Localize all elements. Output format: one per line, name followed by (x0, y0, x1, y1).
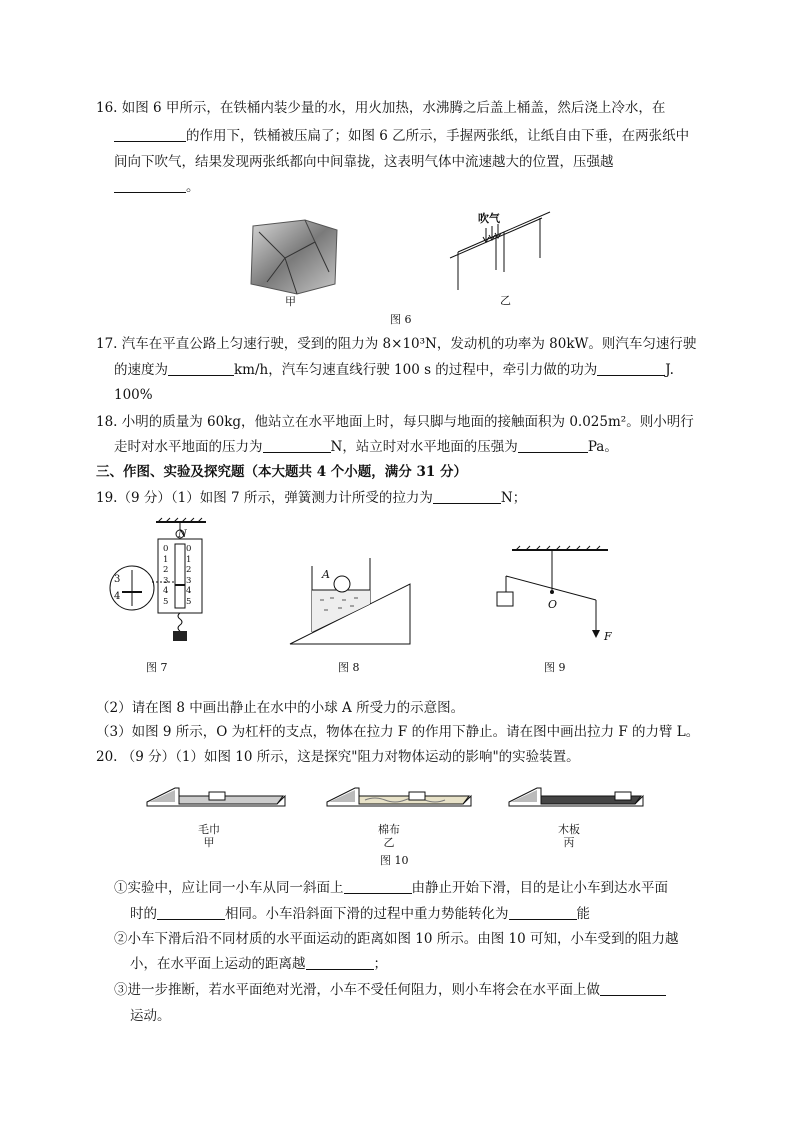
q19-line1 (96, 489, 526, 507)
ball-label: A (322, 568, 330, 581)
q20-s1-e: 能 (576, 906, 590, 922)
q18-line2 (114, 438, 618, 456)
scale-unit: N (178, 529, 187, 540)
scale-tick-left-0: 0 (163, 544, 169, 554)
section-heading: 三、作图、实验及探究题（本大题共 4 个小题，满分 31 分） (96, 464, 467, 480)
answer-blank[interactable] (114, 127, 186, 142)
scale-tick-left-4: 4 (163, 586, 169, 596)
fig6-caption: 图 6 (390, 313, 412, 326)
scale-tick-left-2: 2 (163, 565, 169, 575)
q16-line4 (114, 178, 200, 196)
scale-tick-left-1: 1 (163, 554, 169, 565)
answer-blank[interactable] (600, 981, 666, 996)
q17-line2-a: 的速度为 (114, 362, 168, 378)
answer-blank[interactable] (306, 955, 374, 970)
q20-s1-c: 时的 (130, 906, 157, 922)
q16-line3: 间向下吹气，结果发现两张纸都向中间靠拢，这表明气体中流速越大的位置，压强越 (114, 154, 614, 170)
q20-s3-a: ③进一步推断，若水平面绝对光滑，小车不受任何阻力，则小车将会在水平面上做 (114, 982, 600, 998)
answer-blank[interactable] (344, 879, 412, 894)
q19-part3: （3）如图 9 所示，O 为杠杆的支点，物体在拉力 F 的作用下静止。请在图中画出拉力 F 的力臂 L。 (96, 724, 700, 740)
force-label: F (604, 630, 612, 643)
answer-blank[interactable] (114, 178, 186, 193)
fig10-caption: 图 10 (380, 854, 409, 867)
scale-tick-right-0: 0 (186, 544, 192, 554)
q16-line4-text: 。 (186, 179, 200, 195)
q17-line2 (114, 361, 674, 379)
q17-line2-c: J. (665, 362, 674, 378)
scale-tick-right-1: 1 (186, 554, 192, 565)
q20-s1-a: ①实验中，应让同一小车从同一斜面上 (114, 880, 344, 896)
wood-setup (509, 788, 643, 806)
lever-diagram (490, 548, 610, 644)
q20-s2-c: ； (373, 956, 387, 972)
q17-line1: 17. 汽车在平直公路上匀速行驶，受到的阻力为 8×10³N，发动机的功率为 80kW。则汽车匀速行驶 (96, 336, 697, 352)
q20-s2-line2 (130, 955, 387, 973)
fig6-label-a: 甲 (285, 295, 296, 308)
scale-tick-left-3: 3 (163, 575, 169, 586)
surface-label-towel: 毛巾 甲 (198, 823, 220, 849)
q20-s1-line2 (130, 905, 590, 923)
surface-label-cotton: 棉布 乙 (378, 823, 400, 849)
q20-s2-line1: ②小车下滑后沿不同材质的水平面运动的距离如图 10 所示。由图 10 可知，小车受到的阻力越 (114, 931, 679, 947)
q17-line3: 100% (114, 387, 153, 403)
q16-line2 (114, 127, 689, 145)
paper-blow-diagram (450, 210, 560, 300)
answer-blank[interactable] (168, 361, 234, 376)
zoom-tick-4: 4 (114, 591, 121, 602)
fig7-caption: 图 7 (146, 661, 168, 674)
blow-label: 吹气 (478, 212, 500, 225)
scale-tick-right-4: 4 (186, 586, 192, 596)
q20-s3-line1 (114, 981, 666, 999)
cotton-setup (327, 788, 471, 806)
q19-line1-a: 19.（9 分）（1）如图 7 所示，弹簧测力计所受的拉力为 (96, 490, 433, 506)
scale-tick-right-3: 3 (186, 575, 192, 586)
q18-line2-c: Pa。 (587, 439, 618, 455)
q20-line1: 20. （9 分）（1）如图 10 所示，这是探究"阻力对物体运动的影响"的实验装置。 (96, 749, 580, 765)
q18-line1: 18. 小明的质量为 60kg，他站立在水平地面上时，每只脚与地面的接触面积为 0.025m²。则小明行 (96, 414, 694, 430)
answer-blank[interactable] (509, 905, 577, 920)
scale-tick-right-2: 2 (186, 565, 192, 575)
fig9-caption: 图 9 (544, 661, 566, 674)
crushed-bucket-image (245, 212, 345, 302)
answer-blank[interactable] (597, 361, 665, 376)
surface-label-wood: 木板 丙 (558, 823, 580, 849)
q20-s3-line2: 运动。 (130, 1008, 171, 1024)
q16-line1: 16. 如图 6 甲所示，在铁桶内装少量的水，用火加热，水沸腾之后盖上桶盖，然后浇上冷水，在 (96, 100, 666, 116)
answer-blank[interactable] (157, 905, 225, 920)
q20-s1-d: 相同。小车沿斜面下滑的过程中重力势能转化为 (225, 906, 509, 922)
fig8-caption: 图 8 (338, 661, 360, 674)
q17-line2-b: km/h，汽车匀速直线行驶 100 s 的过程中，牵引力做的功为 (234, 362, 598, 378)
q18-line2-a: 走时对水平地面的压力为 (114, 439, 263, 455)
q18-line2-b: N，站立时对水平地面的压强为 (330, 439, 518, 455)
scale-tick-right-5: 5 (186, 596, 192, 607)
surface-experiment-diagram (145, 782, 645, 822)
answer-blank[interactable] (263, 438, 331, 453)
zoom-tick-3: 3 (114, 574, 121, 585)
q19-part2: （2）请在图 8 中画出静止在水中的小球 A 所受力的示意图。 (96, 700, 465, 716)
towel-setup (147, 788, 285, 806)
q20-s1-b: 由静止开始下滑，目的是让小车到达水平面 (411, 880, 668, 896)
q20-s2-b: 小，在水平面上运动的距离越 (130, 956, 306, 972)
answer-blank[interactable] (433, 489, 501, 504)
q20-s1-line1 (114, 879, 668, 897)
spring-scale-diagram (108, 520, 208, 650)
q16-line2-text: 的作用下，铁桶被压扁了；如图 6 乙所示，手握两张纸，让纸自由下垂，在两张纸中 (186, 128, 690, 144)
pivot-label: O (548, 598, 558, 611)
incline-water-diagram (290, 556, 415, 648)
scale-tick-left-5: 5 (163, 596, 169, 607)
answer-blank[interactable] (518, 438, 588, 453)
q19-line1-b: N； (500, 490, 527, 506)
fig6-label-b: 乙 (500, 294, 511, 307)
